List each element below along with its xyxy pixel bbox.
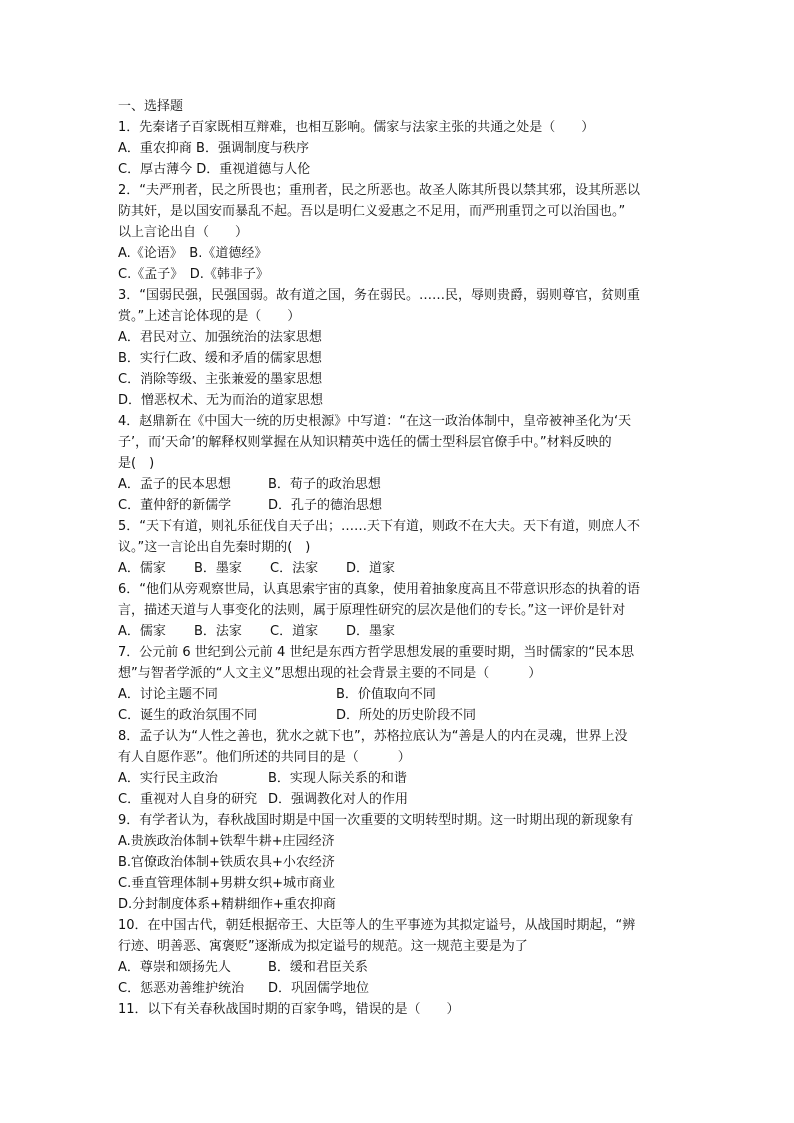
question-5-stem-line-1: 5．“天下有道，则礼乐征伐自天子出；……天下有道，则政不在大夫。天下有道，则庶人不 [118, 519, 641, 534]
question-1-options-cd: C．厚古薄今 D．重视道德与人伦 [118, 162, 311, 177]
question-5-option-d: D．道家 [346, 561, 396, 576]
question-2-stem-line-3: 以上言论出自（ ） [118, 225, 249, 240]
question-10 [118, 915, 688, 999]
question-10-option-a: A．尊崇和颂扬先人 [118, 960, 231, 975]
question-5-option-b: B．墨家 [194, 561, 242, 576]
question-6-option-a: A．儒家 [118, 624, 166, 639]
question-9-option-a: A.贵族政治体制+铁犁牛耕+庄园经济 [118, 834, 335, 849]
question-6-option-b: B．法家 [194, 624, 242, 639]
question-3-option-b: B．实行仁政、缓和矛盾的儒家思想 [118, 351, 322, 366]
question-8-option-d: D．强调教化对人的作用 [268, 792, 409, 807]
question-3-option-d: D．憎恶权术、无为而治的道家思想 [118, 393, 324, 408]
question-3-option-c: C．消除等级、主张兼爱的墨家思想 [118, 372, 323, 387]
question-4-option-a: A．孟子的民本思想 [118, 477, 231, 492]
question-10-option-c: C．惩恶劝善维护统治 [118, 981, 245, 996]
question-8-stem-line-2: 有人自愿作恶”。他们所述的共同目的是（ ） [118, 750, 411, 765]
question-8-option-a: A．实行民主政治 [118, 771, 218, 786]
question-8 [118, 726, 688, 810]
question-2-stem-line-1: 2．“夫严刑者，民之所畏也；重刑者，民之所恶也。故圣人陈其所畏以禁其邪，设其所恶以 [118, 183, 641, 198]
section-title: 一、选择题 [118, 99, 184, 114]
question-11-stem: 11．以下有关春秋战国时期的百家争鸣，错误的是（ ） [118, 1002, 460, 1017]
question-6-stem-line-1: 6．“他们从旁观察世局，认真思索宇宙的真象，使用着抽象度高且不带意识形态的执着的语 [118, 582, 641, 597]
question-7-option-c: C．诞生的政治氛围不同 [118, 708, 258, 723]
question-4-option-c: C．董仲舒的新儒学 [118, 498, 232, 513]
question-4-stem-line-3: 是( ) [118, 456, 155, 471]
question-8-options-row-1 [118, 768, 688, 789]
exam-page [118, 96, 688, 1020]
question-7-option-a: A．讨论主题不同 [118, 687, 218, 702]
question-8-stem-line-1: 8．孟子认为“人性之善也，犹水之就下也”，苏格拉底认为“善是人的内在灵魂，世界上没 [118, 729, 628, 744]
question-8-option-c: C．重视对人自身的研究 [118, 792, 258, 807]
question-3-stem-line-2: 赏。”上述言论体现的是（ ） [118, 309, 301, 324]
question-5 [118, 516, 688, 579]
question-11 [118, 999, 688, 1020]
question-10-options-row-2 [118, 978, 688, 999]
question-6-option-c: C．道家 [270, 624, 319, 639]
question-5-option-a: A．儒家 [118, 561, 166, 576]
question-2-options-cd: C.《孟子》 D.《韩非子》 [118, 267, 269, 282]
question-6-options [118, 621, 688, 642]
question-6 [118, 579, 688, 642]
question-7 [118, 642, 688, 726]
question-4-option-b: B．荀子的政治思想 [268, 477, 381, 492]
question-3 [118, 285, 688, 411]
question-8-option-b: B．实现人际关系的和谐 [268, 771, 407, 786]
question-9-option-b: B.官僚政治体制+铁质农具+小农经济 [118, 855, 335, 870]
question-7-options-row-2 [118, 705, 688, 726]
question-4 [118, 411, 688, 516]
question-10-stem-line-1: 10．在中国古代，朝廷根据帝王、大臣等人的生平事迹为其拟定谥号，从战国时期起，“辨 [118, 918, 636, 933]
question-9-option-c: C.垂直管理体制+男耕女织+城市商业 [118, 876, 335, 891]
question-10-option-b: B．缓和君臣关系 [268, 960, 368, 975]
question-10-stem-line-2: 行迹、明善恶、寓褒贬”逐渐成为拟定谥号的规范。这一规范主要是为了 [118, 939, 528, 954]
question-6-stem-line-2: 言，描述天道与人事变化的法则，属于原理性研究的层次是他们的专长。”这一评价是针对 [118, 603, 626, 618]
question-1 [118, 117, 688, 180]
question-4-stem-line-1: 4．赵鼎新在《中国大一统的历史根源》中写道：“在这一政治体制中，皇帝被神圣化为‘天 [118, 414, 632, 429]
question-8-options-row-2 [118, 789, 688, 810]
question-7-stem-line-1: 7．公元前 6 世纪到公元前 4 世纪是东西方哲学思想发展的重要时期，当时儒家的“民本思 [118, 645, 635, 660]
question-5-options [118, 558, 688, 579]
question-2-stem-line-2: 防其奸，是以国安而暴乱不起。吾以是明仁义爱惠之不足用，而严刑重罚之可以治国也。” [118, 204, 626, 219]
question-9-option-d: D.分封制度体系+精耕细作+重农抑商 [118, 897, 336, 912]
question-10-options-row-1 [118, 957, 688, 978]
question-9 [118, 810, 688, 915]
question-7-options-row-1 [118, 684, 688, 705]
question-5-option-c: C．法家 [270, 561, 319, 576]
question-2-options-ab: A.《论语》 B.《道德经》 [118, 246, 268, 261]
question-2 [118, 180, 688, 285]
question-1-options-ab: A．重农抑商 B．强调制度与秩序 [118, 141, 309, 156]
question-1-stem: 1．先秦诸子百家既相互辩难，也相互影响。儒家与法家主张的共通之处是（ ） [118, 120, 595, 135]
question-10-option-d: D．巩固儒学地位 [268, 981, 370, 996]
question-4-option-d: D．孔子的德治思想 [268, 498, 383, 513]
question-7-stem-line-2: 想”与智者学派的“人文主义”思想出现的社会背景主要的不同是（ ） [118, 666, 542, 681]
question-9-stem: 9．有学者认为，春秋战国时期是中国一次重要的文明转型时期。这一时期出现的新现象有 [118, 813, 634, 828]
question-5-stem-line-2: 议。”这一言论出自先秦时期的( ) [118, 540, 311, 555]
question-3-stem-line-1: 3．“国弱民强，民强国弱。故有道之国，务在弱民。……民，辱则贵爵，弱则尊官，贫则重 [118, 288, 641, 303]
question-6-option-d: D．墨家 [346, 624, 396, 639]
question-4-options-row-2 [118, 495, 688, 516]
question-4-options-row-1 [118, 474, 688, 495]
question-3-option-a: A．君民对立、加强统治的法家思想 [118, 330, 322, 345]
question-7-option-b: B．价值取向不同 [336, 687, 436, 702]
question-4-stem-line-2: 子’，而‘天命’的解释权则掌握在从知识精英中选任的儒士型科层官僚手中。”材料反映的 [118, 435, 612, 450]
question-7-option-d: D．所处的历史阶段不同 [336, 708, 477, 723]
